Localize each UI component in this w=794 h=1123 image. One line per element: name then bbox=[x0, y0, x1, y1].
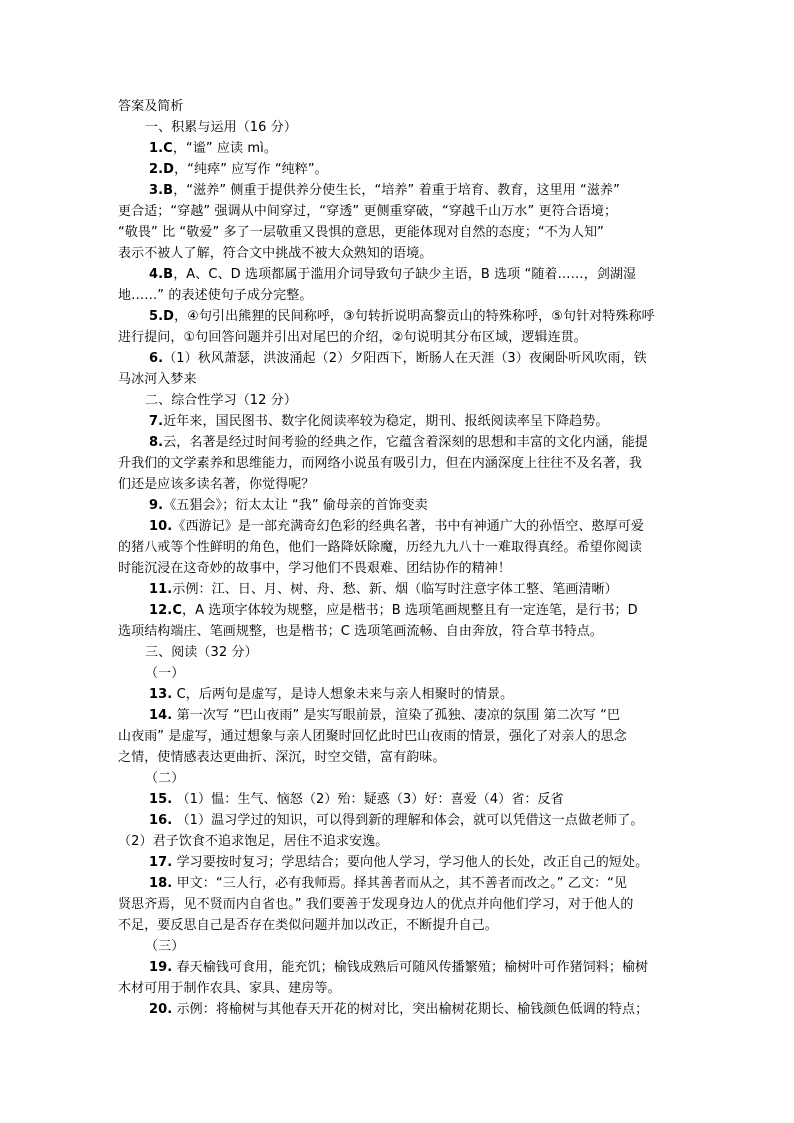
answer-number: 5.D bbox=[149, 309, 175, 324]
answer-number: 11. bbox=[149, 582, 173, 597]
answer-line bbox=[118, 453, 678, 474]
answer-line bbox=[118, 306, 678, 327]
answer-line bbox=[118, 327, 678, 348]
answer-line bbox=[118, 537, 678, 558]
doc-text: （三） bbox=[145, 939, 185, 954]
doc-text: 答案及简析 bbox=[118, 99, 184, 114]
doc-text: C，后两句是虚写，是诗人想象未来与亲人相聚时的情景。 bbox=[172, 687, 514, 702]
doc-text: ，“滋养” 侧重于提供养分使生长，“培养” 着重于培育、教育，这里用 “滋养” bbox=[173, 183, 620, 198]
answer-line bbox=[118, 516, 678, 537]
answer-number: 15. bbox=[149, 792, 173, 807]
doc-text: ，“纯瘁” 应写作 “纯粹”。 bbox=[174, 162, 328, 177]
answer-line bbox=[118, 159, 678, 180]
doc-text: 甲文：“三人行，必有我师焉。择其善者而从之，其不善者而改之。” 乙文：“见 bbox=[172, 876, 628, 891]
answer-number: 8. bbox=[149, 435, 164, 450]
answer-number: 1.C bbox=[149, 141, 173, 156]
doc-text: 第一次写 “巴山夜雨” 是实写眼前景，渲染了孤独、凄凉的氛围 第二次写 “巴 bbox=[172, 708, 621, 723]
doc-text: 选项结构端庄、笔画规整，也是楷书；C 选项笔画流畅、自由奔放，符合草书特点。 bbox=[118, 624, 604, 639]
doc-text: “敬畏” 比 “敬爱” 多了一层敬重又畏惧的意思，更能体现对自然的态度；“不为人知” bbox=[118, 225, 605, 240]
answer-number: 10. bbox=[149, 519, 173, 534]
answer-line bbox=[118, 873, 678, 894]
doc-text: （二） bbox=[145, 771, 185, 786]
answer-line bbox=[118, 369, 678, 390]
doc-text: 地……” 的表述使句子成分完整。 bbox=[118, 288, 313, 303]
answer-number: 7. bbox=[149, 414, 164, 429]
answer-line bbox=[118, 705, 678, 726]
answer-line bbox=[118, 831, 678, 852]
doc-heading bbox=[118, 96, 678, 117]
doc-text: 木材可用于制作农具、家具、建房等。 bbox=[118, 981, 341, 996]
doc-text: 的猪八戒等个性鲜明的角色，他们一路降妖除魔，历经九九八十一难取得真经。希望你阅读 bbox=[118, 540, 643, 555]
doc-text: 示例：将榆树与其他春天开花的树对比，突出榆树花期长、榆钱颜色低调的特点； bbox=[172, 1002, 649, 1017]
answer-line bbox=[118, 222, 678, 243]
answer-number: 2.D bbox=[149, 162, 175, 177]
doc-text: ，A、C、D 选项都属于滥用介词导致句子缺少主语，B 选项 “随着……，剑湖湿 bbox=[173, 267, 637, 282]
doc-text: 马冰河入梦来 bbox=[118, 372, 197, 387]
answer-number: 6. bbox=[149, 351, 164, 366]
doc-text: 不足，要反思自己是否存在类似问题并加以改正，不断提升自己。 bbox=[118, 918, 498, 933]
answer-number: 3.B bbox=[149, 183, 174, 198]
doc-text: （1）温习学过的知识，可以得到新的理解和体会，就可以凭借这一点做老师了。 bbox=[172, 813, 644, 828]
answer-number: 9. bbox=[149, 498, 164, 513]
answer-number: 14. bbox=[149, 708, 173, 723]
doc-text: 二、综合性学习（12 分） bbox=[145, 393, 297, 408]
answer-line bbox=[118, 180, 678, 201]
answer-line bbox=[118, 138, 678, 159]
doc-text: （一） bbox=[145, 666, 185, 681]
answer-line bbox=[118, 411, 678, 432]
doc-text: 贤思齐焉，见不贤而内自省也。” 我们要善于发现身边人的优点并向他们学习，对于他人的 bbox=[118, 897, 634, 912]
answer-line bbox=[118, 894, 678, 915]
doc-text: ，A 选项字体较为规整，应是楷书；B 选项笔画规整且有一定连笔，是行书；D bbox=[181, 603, 638, 618]
doc-text: （1）愠：生气、恼怒（2）殆：疑惑（3）好：喜爱（4）省：反省 bbox=[172, 792, 564, 807]
answer-line bbox=[118, 852, 678, 873]
doc-text: 时能沉浸在这奇妙的故事中，学习他们不畏艰难、团结协作的精神！ bbox=[118, 561, 512, 576]
answer-line bbox=[118, 726, 678, 747]
doc-text: 一、积累与运用（16 分） bbox=[145, 120, 297, 135]
answer-number: 19. bbox=[149, 960, 173, 975]
answer-number: 13. bbox=[149, 687, 173, 702]
answer-line bbox=[118, 600, 678, 621]
answer-line bbox=[118, 999, 678, 1020]
doc-text: 《五猖会》；衍太太让 “我” 偷母亲的首饰变卖 bbox=[163, 498, 428, 513]
doc-text: 近年来，国民图书、数字化阅读率较为稳定，期刊、报纸阅读率呈下降趋势。 bbox=[163, 414, 609, 429]
doc-text: （2）君子饮食不追求饱足，居住不追求安逸。 bbox=[118, 834, 389, 849]
answer-number: 12.C bbox=[149, 603, 182, 618]
doc-text: 之情，使情感表达更曲折、深沉，时空交错，富有韵味。 bbox=[118, 750, 446, 765]
subsection-heading bbox=[118, 936, 678, 957]
answer-line bbox=[118, 915, 678, 936]
doc-text: 三、阅读（32 分） bbox=[145, 645, 258, 660]
doc-text: 升我们的文学素养和思维能力，而网络小说虽有吸引力，但在内涵深度上往往不及名著，我 bbox=[118, 456, 643, 471]
doc-text: 云，名著是经过时间考验的经典之作，它蕴含着深刻的思想和丰富的文化内涵，能提 bbox=[163, 435, 648, 450]
answer-line bbox=[118, 243, 678, 264]
answer-line bbox=[118, 264, 678, 285]
answer-line bbox=[118, 978, 678, 999]
answer-line bbox=[118, 201, 678, 222]
doc-text: 学习要按时复习；学思结合；要向他人学习，学习他人的长处，改正自己的短处。 bbox=[172, 855, 649, 870]
doc-text: 更合适；“穿越” 强调从中间穿过，“穿透” 更侧重穿破，“穿越千山万水” 更符合语境； bbox=[118, 204, 618, 219]
answer-number: 18. bbox=[149, 876, 173, 891]
section-heading bbox=[118, 390, 678, 411]
answer-line bbox=[118, 789, 678, 810]
answer-number: 4.B bbox=[149, 267, 174, 282]
answer-line bbox=[118, 432, 678, 453]
answer-line bbox=[118, 474, 678, 495]
answer-line bbox=[118, 957, 678, 978]
answer-line bbox=[118, 810, 678, 831]
section-heading bbox=[118, 117, 678, 138]
section-heading bbox=[118, 642, 678, 663]
subsection-heading bbox=[118, 663, 678, 684]
answer-line bbox=[118, 621, 678, 642]
answer-line bbox=[118, 747, 678, 768]
subsection-heading bbox=[118, 768, 678, 789]
doc-text: ，④句引出熊狸的民间称呼，③句转折说明高黎贡山的特殊称呼，⑤句针对特殊称呼 bbox=[174, 309, 655, 324]
doc-text: 春天榆钱可食用，能充饥；榆钱成熟后可随风传播繁殖；榆树叶可作猪饲料；榆树 bbox=[172, 960, 649, 975]
doc-text: 《西游记》是一部充满奇幻色彩的经典名著，书中有神通广大的孙悟空、憨厚可爱 bbox=[172, 519, 644, 534]
doc-text: 进行提问，①句回答问题并引出对尾巴的介绍，②句说明其分布区域，逻辑连贯。 bbox=[118, 330, 587, 345]
answer-line bbox=[118, 579, 678, 600]
answer-line bbox=[118, 558, 678, 579]
doc-text: 示例：江、日、月、树、舟、愁、新、烟（临写时注意字体工整、笔画清晰） bbox=[172, 582, 618, 597]
answer-number: 16. bbox=[149, 813, 173, 828]
answer-line bbox=[118, 495, 678, 516]
doc-text: 表示不被人了解，符合文中挑战不被大众熟知的语境。 bbox=[118, 246, 433, 261]
answer-line bbox=[118, 348, 678, 369]
doc-text: 山夜雨” 是虚写，通过想象与亲人团聚时回忆此时巴山夜雨的情景，强化了对亲人的思念 bbox=[118, 729, 627, 744]
answer-number: 20. bbox=[149, 1002, 173, 1017]
doc-text: 们还是应该多读名著，你觉得呢？ bbox=[118, 477, 315, 492]
answer-line bbox=[118, 285, 678, 306]
doc-text: （1）秋风萧瑟，洪波涌起（2）夕阳西下，断肠人在天涯（3）夜阑卧听风吹雨，铁 bbox=[163, 351, 647, 366]
answer-line bbox=[118, 684, 678, 705]
answer-number: 17. bbox=[149, 855, 173, 870]
doc-text: ，“谧” 应读 mì。 bbox=[172, 141, 277, 156]
